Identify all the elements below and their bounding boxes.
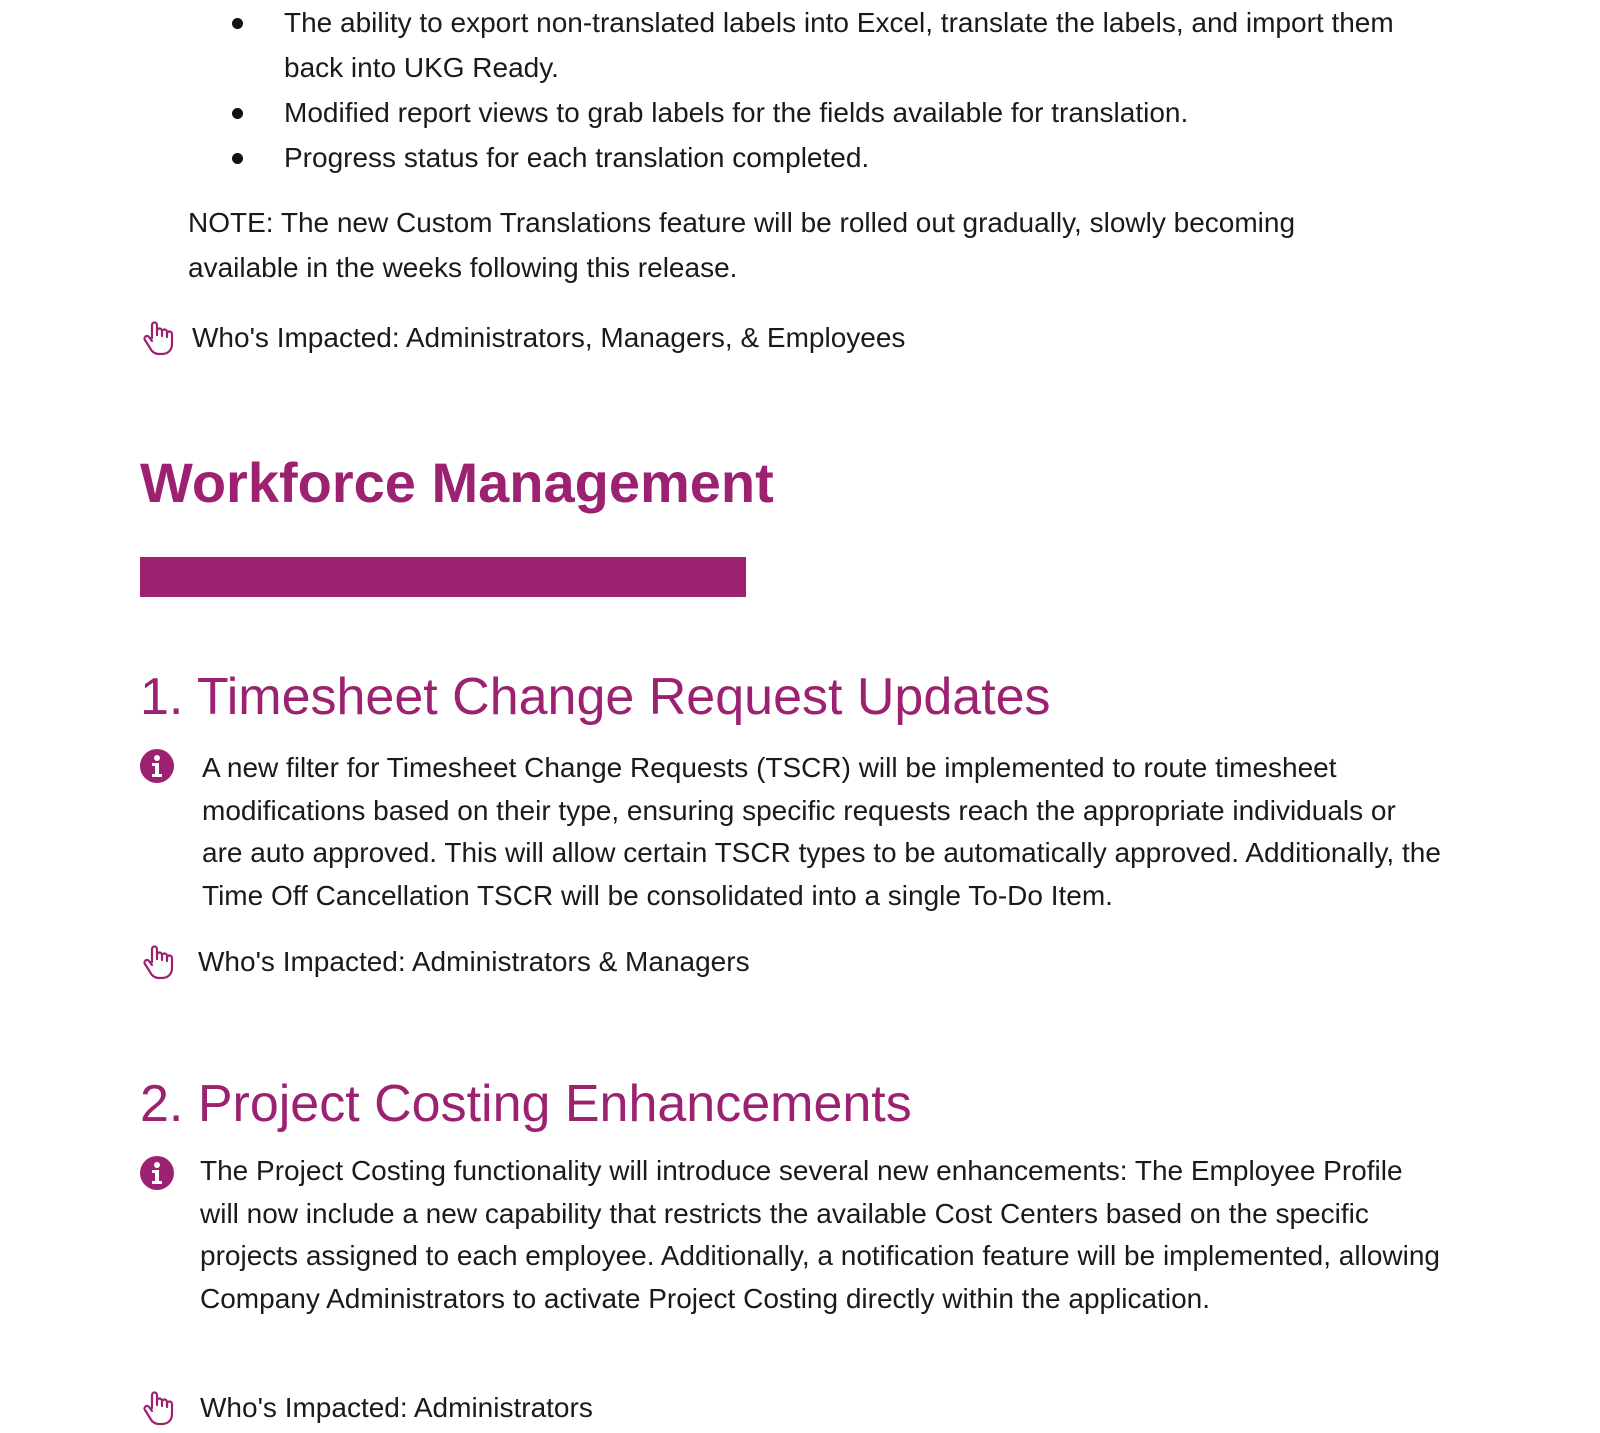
hand-pointer-icon: [142, 320, 176, 356]
description-text: A new filter for Timesheet Change Requests (TSCR) will be implemented to route timesheet modifications based on their type, ensuring specific requests reach the appropriate individuals or are auto approved. This will allow certain TSCR types to be automatically approved. Additionally, the Time Off Cancellation TSCR will be consolidated into a single To-Do Item.: [202, 752, 1441, 911]
section-divider-bar: [140, 557, 746, 597]
bullet-text: Modified report views to grab labels for the fields available for translation.: [284, 97, 1189, 128]
feature-bullet-list: [230, 0, 1420, 180]
section-title: Workforce Management: [140, 451, 774, 514]
list-item: [230, 90, 1420, 135]
description-text: The Project Costing functionality will introduce several new enhancements: The Employee Profile will now include a new capability that restricts the available Cost Centers based on the specific projects assigned to each employee. Additionally, a notification feature will be implemented, allowing Company Administrators to activate Project Costing directly within the application.: [200, 1155, 1440, 1314]
impact-text: Who's Impacted: Administrators, Managers, & Employees: [192, 322, 906, 353]
impact-text: Who's Impacted: Administrators: [200, 1392, 593, 1423]
info-circle-icon: [140, 749, 174, 783]
hand-pointer-icon: [142, 1390, 176, 1426]
bullet-text: Progress status for each translation completed.: [284, 142, 870, 173]
list-item: [230, 135, 1420, 180]
note-text: The new Custom Translations feature will be rolled out gradually, slowly becoming available in the weeks following this release.: [188, 207, 1296, 283]
release-note: [188, 200, 1388, 290]
impact-row-project-costing: [142, 1388, 593, 1428]
info-circle-icon: [140, 1156, 174, 1190]
impact-row-timesheet-change-request: [142, 942, 750, 982]
list-item: [230, 0, 1420, 90]
item-title-timesheet-change-request: 1. Timesheet Change Request Updates: [140, 668, 1051, 726]
impact-text: Who's Impacted: Administrators & Managers: [198, 946, 750, 977]
item-title-project-costing: 2. Project Costing Enhancements: [140, 1075, 912, 1133]
bullet-text: The ability to export non-translated labels into Excel, translate the labels, and import them back into UKG Ready.: [284, 7, 1394, 83]
note-label: NOTE:: [188, 207, 274, 238]
hand-pointer-icon: [142, 944, 176, 980]
bullet-icon: [232, 153, 243, 164]
impact-row-custom-translations: [142, 318, 905, 358]
bullet-icon: [232, 18, 243, 29]
bullet-icon: [232, 108, 243, 119]
